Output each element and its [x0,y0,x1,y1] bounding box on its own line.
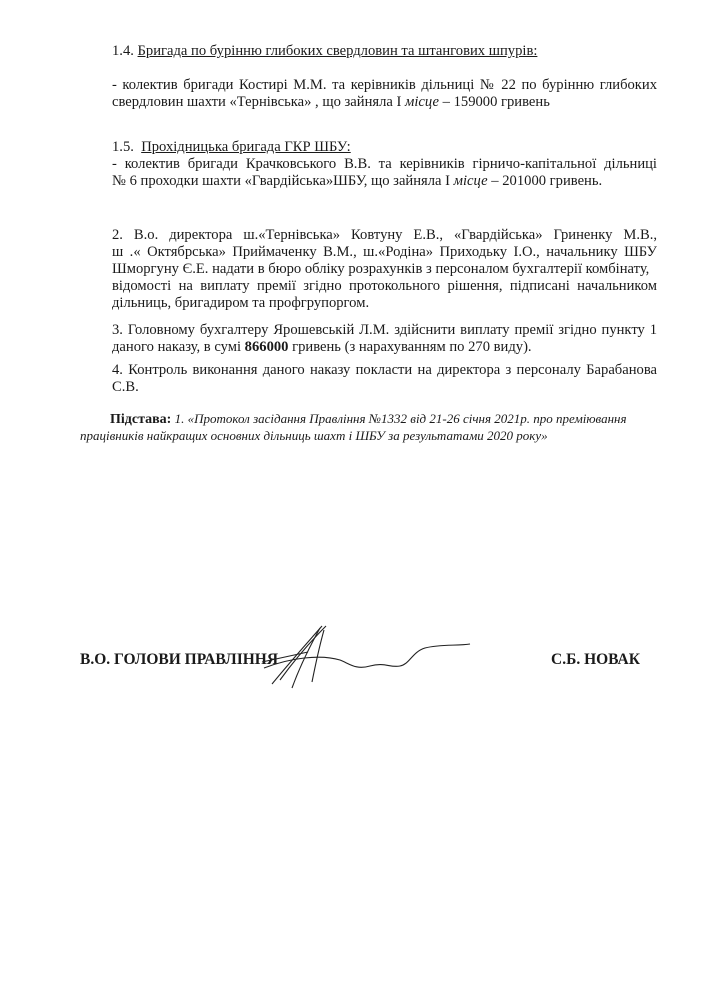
section-heading: Бригада по бурінню глибоких свердловин та штангових шпурів: [137,43,538,59]
basis [80,411,660,444]
body-line: 2. В.о. директора ш.«Тернівська» Ковтуну Е.В., «Гвардійська» Гриненку М.В., [112,227,657,243]
section-1-4-heading [112,43,657,60]
signatory-title: В.О. ГОЛОВИ ПРАВЛІННЯ [80,651,279,668]
text: даного наказу, в сумі [112,339,245,355]
amount-text: – 159000 гривень [439,94,550,110]
body-line: - колектив бригади Костирі М.М. та керівників дільниці № 22 по бурінню глибоких [112,77,657,93]
text: свердловин шахти «Тернівська» , що зайняла І [112,94,406,110]
body-line [112,339,657,356]
body-line: С.В. [112,379,139,395]
section-number: 1.4. [112,43,134,59]
place-text: місце [405,94,439,110]
body-line [112,173,657,190]
body-line: дільниць, бригадиром та профгрупоргом. [112,295,370,311]
body-line: 3. Головному бухгалтеру Ярошевській Л.М. здійснити виплату премії згідно пункту 1 [112,322,657,338]
body-line: ш .« Октябрська» Приймаченку В.М., ш.«Родіна» Приходьку І.О., начальнику ШБУ [112,244,657,260]
signatory-name: С.Б. НОВАК [551,651,640,668]
item-4 [112,362,657,396]
basis-line [80,411,660,428]
body-line: Шморгуну Є.Е. надати в бюро обліку розрахунків з персоналом бухгалтерії комбінату, [112,261,650,277]
text: № 6 проходки шахти «Гвардійська»ШБУ, що зайняла І [112,173,454,189]
body-line: відомості на виплату премії згідно протокольного рішення, підписані начальником [112,278,657,294]
section-1-5-heading [112,139,657,156]
total-amount: 866000 [244,339,289,355]
basis-line: працівників найкращих основних дільниць шахт і ШБУ за результатами 2020 року» [80,428,548,443]
section-1-5-body [112,156,657,190]
item-3 [112,322,657,356]
item-2 [112,227,657,312]
signature-scribble [260,622,480,692]
amount-text: – 201000 гривень. [487,173,603,189]
basis-label: Підстава: [110,412,172,427]
body-line: 4. Контроль виконання даного наказу покласти на директора з персоналу Барабанова [112,362,657,378]
place-text: місце [453,173,488,189]
section-1-4-body [112,77,657,111]
body-line: - колектив бригади Крачковського В.В. та керівників гірничо-капітальної дільниці [112,156,657,172]
body-line [112,94,657,111]
section-number: 1.5. [112,139,134,155]
text: гривень (з нарахуванням по 270 виду). [288,339,532,355]
section-heading: Прохідницька бригада ГКР ШБУ: [141,139,351,155]
basis-text: 1. «Протокол засідання Правління №1332 від 21-26 січня 2021р. про преміювання [171,411,627,426]
